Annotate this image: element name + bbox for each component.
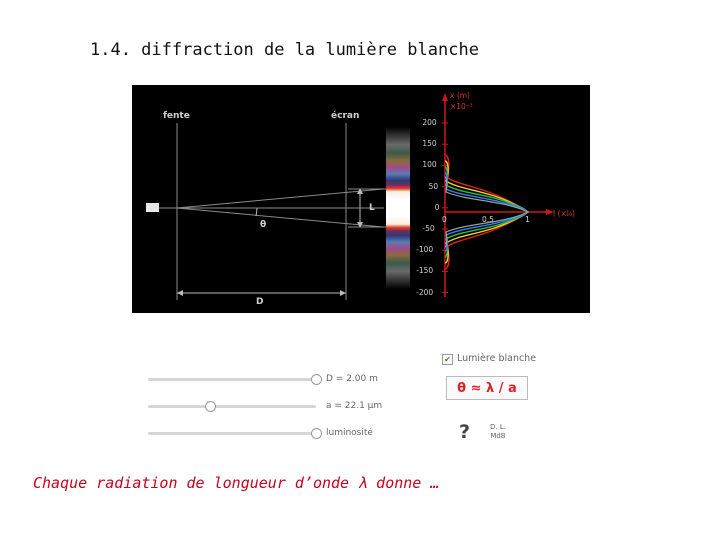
y-axis-scale: ×10⁻³	[450, 102, 473, 111]
x-tick-label: 0.5	[482, 215, 494, 224]
y-axis-arrow	[442, 93, 448, 101]
diffraction-simulation-panel	[132, 85, 590, 313]
y-axis-label: x (m)	[450, 91, 470, 100]
x-tick-label: 0	[442, 215, 447, 224]
luminosity-slider-label: luminosité	[326, 428, 373, 438]
y-tick-label: -100	[416, 245, 434, 255]
slide-title: 1.4. diffraction de la lumière blanche	[90, 40, 479, 60]
cone-lower-ray	[177, 208, 384, 227]
help-icon[interactable]: ?	[459, 421, 471, 443]
credit	[490, 423, 506, 441]
white-light-checkbox[interactable]: ✔	[442, 354, 453, 365]
luminosity-slider[interactable]	[148, 432, 316, 435]
white-light-checkbox-label: Lumière blanche	[457, 353, 537, 364]
distance-slider-label: D = 2.00 m	[326, 374, 378, 384]
slit-width-slider-label: a = 22.1 µm	[326, 401, 383, 411]
screen-label: écran	[331, 111, 360, 121]
D-label: D	[256, 297, 264, 307]
D-arrow-head-right	[340, 290, 346, 296]
y-tick-label: 100	[422, 160, 437, 170]
y-tick-label: -200	[416, 287, 434, 297]
slit-width-slider[interactable]	[148, 405, 316, 408]
distance-slider-thumb[interactable]	[311, 374, 322, 385]
y-tick-label: 150	[422, 139, 437, 149]
theta-label: θ	[260, 220, 267, 230]
D-arrow-head-left	[177, 290, 183, 296]
distance-slider[interactable]	[148, 378, 316, 381]
y-tick-label: 0	[434, 202, 440, 212]
y-tick-label: 50	[428, 181, 439, 191]
x-axis-label: I (×I₀)	[553, 209, 575, 218]
y-tick-label: -50	[422, 224, 435, 233]
slide-caption: Chaque radiation de longueur d’onde λ donne …	[33, 474, 440, 492]
credit-line-1: D. L.	[490, 423, 506, 431]
cone-upper-ray	[177, 189, 384, 208]
simulation-canvas	[132, 85, 590, 313]
y-tick-label: 200	[422, 118, 437, 127]
y-tick-label: -150	[416, 266, 434, 276]
slit-label: fente	[163, 111, 190, 121]
x-tick-label: 1	[525, 215, 530, 224]
slit-width-slider-thumb[interactable]	[205, 401, 216, 412]
L-label: L	[369, 203, 375, 213]
light-source-icon	[146, 203, 159, 212]
luminosity-slider-thumb[interactable]	[311, 428, 322, 439]
theta-arc	[256, 208, 257, 216]
formula-button[interactable]: θ ≈ λ / a	[446, 376, 528, 400]
diffraction-pattern	[386, 127, 410, 289]
credit-line-2: MdB	[490, 432, 506, 440]
